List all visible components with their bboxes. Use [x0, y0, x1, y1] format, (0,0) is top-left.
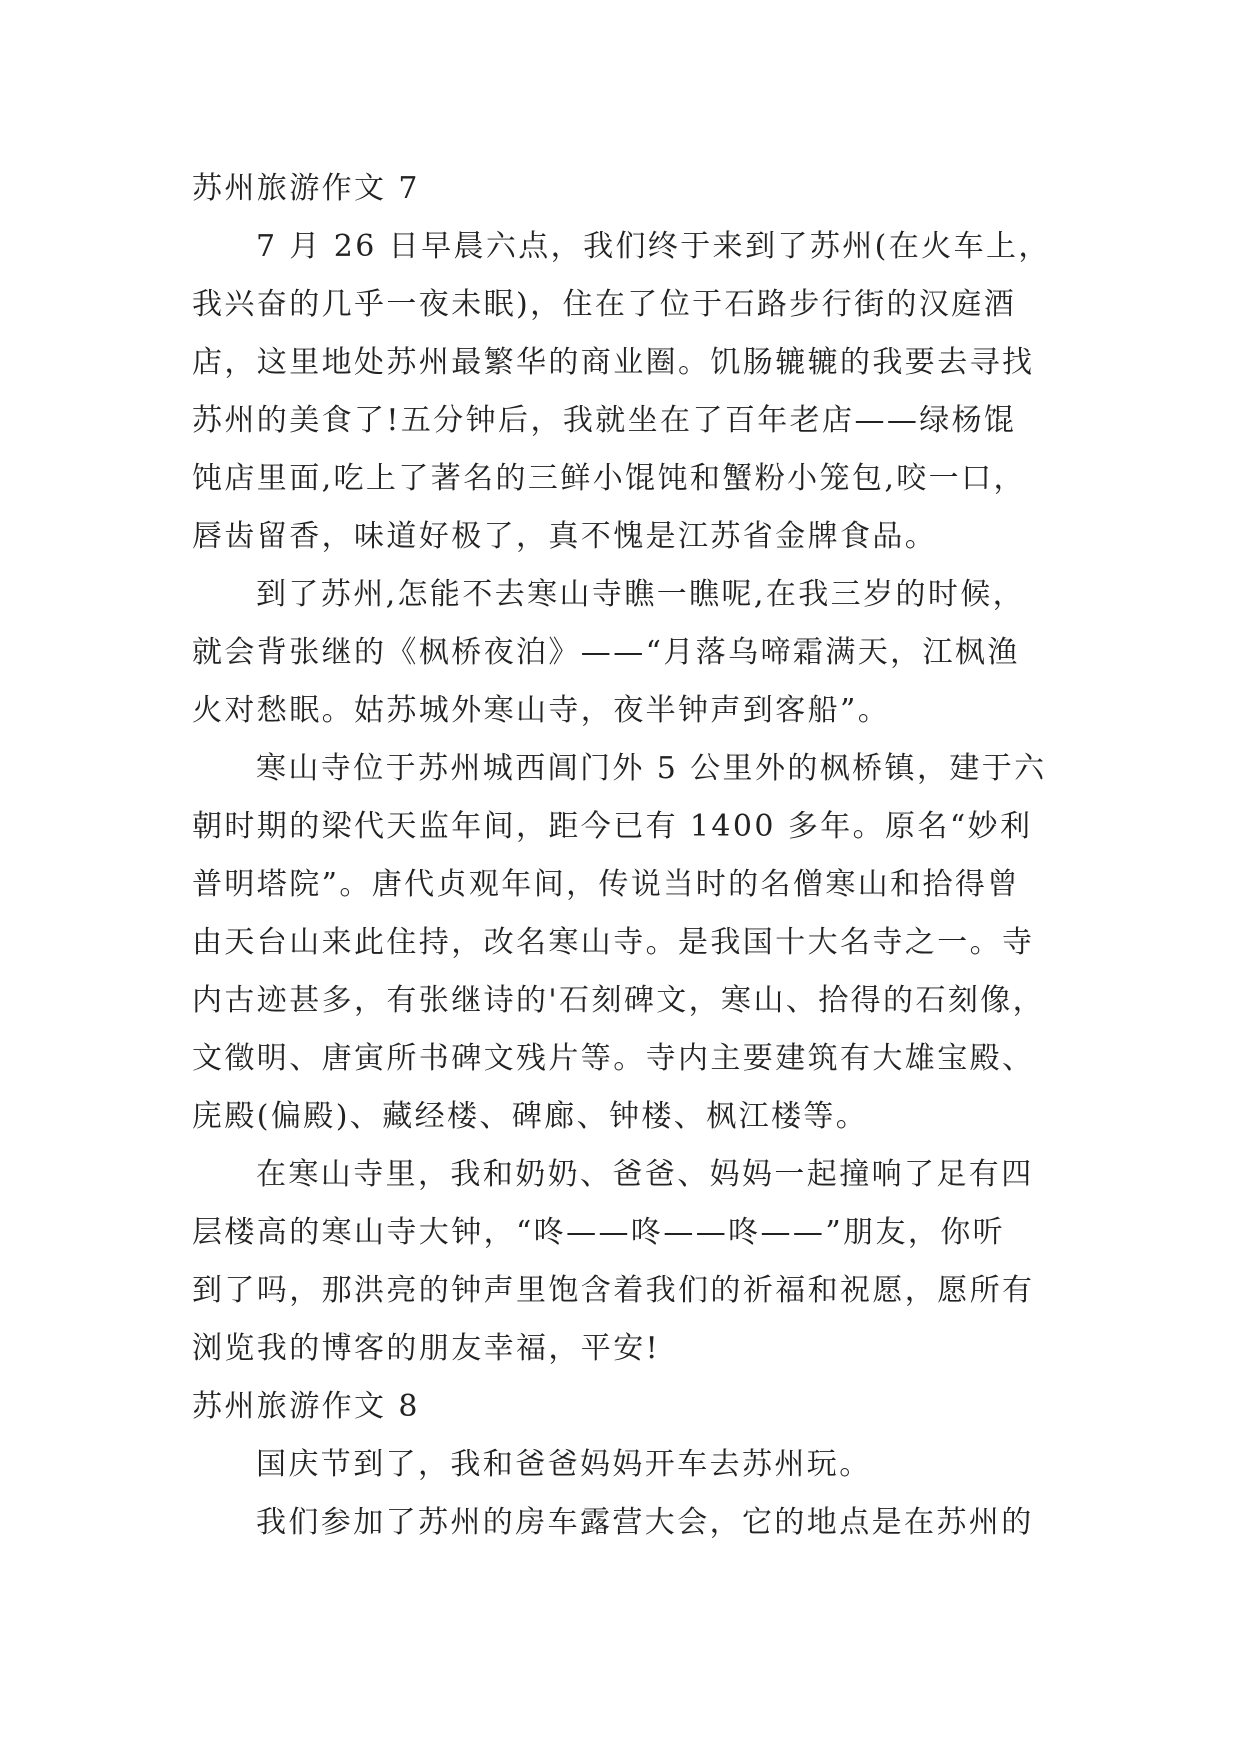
- document-body: [192, 160, 1072, 1552]
- text-line: 苏州的美食了!五分钟后，我就坐在了百年老店——绿杨馄: [192, 403, 1017, 438]
- text-line: 店，这里地处苏州最繁华的商业圈。饥肠辘辘的我要去寻找: [192, 345, 1035, 380]
- text-line: 到了吗，那洪亮的钟声里饱含着我们的祈福和祝愿，愿所有: [192, 1273, 1035, 1308]
- text-line: 火对愁眠。姑苏城外寒山寺，夜半钟声到客船”。: [192, 693, 891, 728]
- text-line: 浏览我的博客的朋友幸福，平安!: [192, 1331, 661, 1366]
- text-line: 朝时期的梁代天监年间，距今已有 1400 多年。原名“妙利: [192, 809, 1033, 844]
- paragraph: [192, 218, 1072, 566]
- text-line: 文徵明、唐寅所书碑文残片等。寺内主要建筑有大雄宝殿、: [192, 1041, 1035, 1076]
- text-line: 层楼高的寒山寺大钟，“咚——咚——咚——”朋友，你听: [192, 1215, 1006, 1250]
- text-line: 庑殿(偏殿)、藏经楼、碑廊、钟楼、枫江楼等。: [192, 1099, 869, 1134]
- text-line: 唇齿留香，味道好极了，真不愧是江苏省金牌食品。: [192, 519, 938, 554]
- text-line: 寒山寺位于苏州城西阊门外 5 公里外的枫桥镇，建于六: [256, 751, 1047, 786]
- paragraph: [192, 1494, 1072, 1552]
- text-line: 由天台山来此住持，改名寒山寺。是我国十大名寺之一。寺: [192, 925, 1035, 960]
- paragraph: [192, 1436, 1072, 1494]
- text-line: 内古迹甚多，有张继诗的'石刻碑文，寒山、拾得的石刻像，: [192, 983, 1046, 1018]
- text-line: 我兴奋的几乎一夜未眠)，住在了位于石路步行街的汉庭酒: [192, 287, 1017, 322]
- text-line: 到了苏州,怎能不去寒山寺瞧一瞧呢,在我三岁的时候，: [256, 577, 1026, 612]
- section-title: 苏州旅游作文 8: [192, 1389, 420, 1424]
- paragraph: [192, 740, 1072, 1146]
- text-line: 我们参加了苏州的房车露营大会，它的地点是在苏州的: [256, 1505, 1034, 1540]
- section-title: 苏州旅游作文 7: [192, 171, 420, 206]
- text-line: 就会背张继的《枫桥夜泊》——“月落乌啼霜满天，江枫渔: [192, 635, 1020, 670]
- paragraph: [192, 1146, 1072, 1378]
- text-line: 7 月 26 日早晨六点，我们终于来到了苏州(在火车上，: [256, 229, 1051, 264]
- text-line: 在寒山寺里，我和奶奶、爸爸、妈妈一起撞响了足有四: [256, 1157, 1034, 1192]
- text-line: 饨店里面,吃上了著名的三鲜小馄饨和蟹粉小笼包,咬一口，: [192, 461, 1026, 496]
- text-line: 普明塔院”。唐代贞观年间，传说当时的名僧寒山和拾得曾: [192, 867, 1020, 902]
- paragraph: [192, 566, 1072, 740]
- text-line: 国庆节到了，我和爸爸妈妈开车去苏州玩。: [256, 1447, 872, 1482]
